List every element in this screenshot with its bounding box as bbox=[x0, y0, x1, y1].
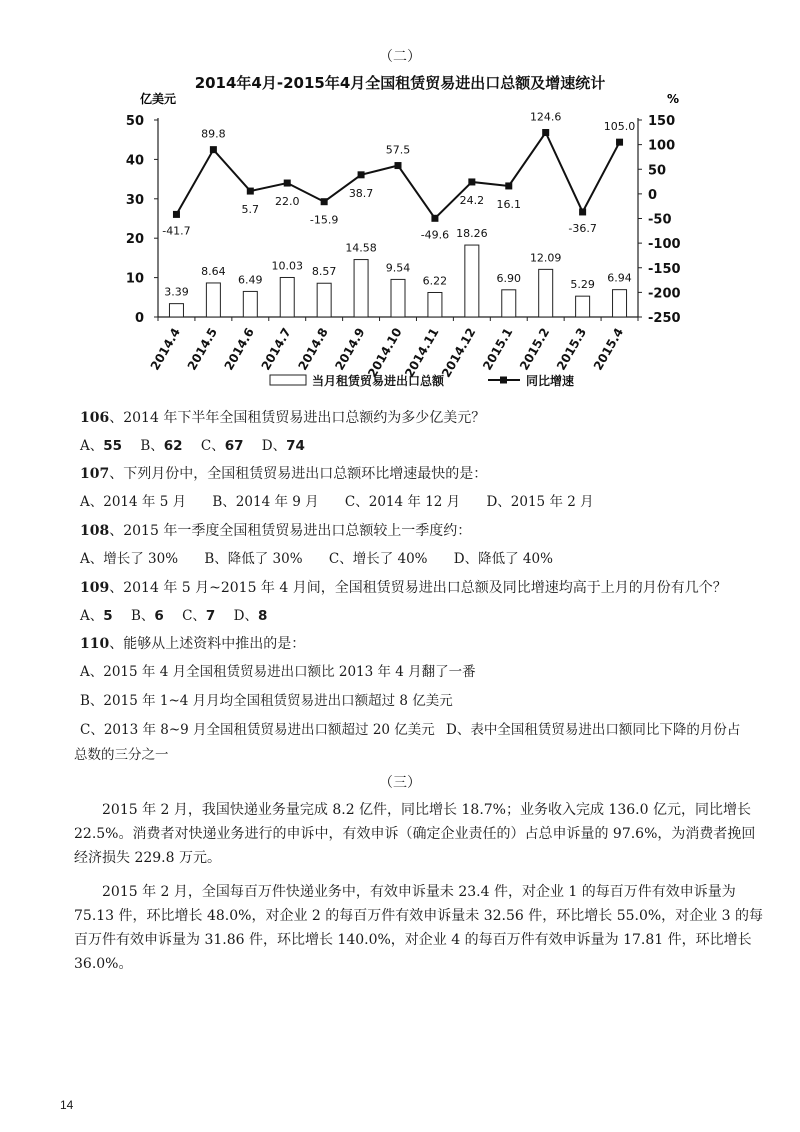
y-right-tick-label: 50 bbox=[648, 163, 667, 179]
question-number: 106 bbox=[80, 410, 110, 426]
bar bbox=[613, 290, 627, 317]
x-category-label: 2014.6 bbox=[221, 325, 257, 373]
bar-data-label: 14.58 bbox=[345, 241, 377, 255]
line-marker bbox=[210, 146, 217, 153]
x-category-label: 2014.4 bbox=[147, 325, 184, 373]
option-a: A、增长了 30% bbox=[80, 551, 179, 567]
bar-data-label: 6.90 bbox=[496, 271, 522, 285]
bar bbox=[243, 291, 257, 317]
option-c: C、2014 年 12 月 bbox=[344, 494, 461, 510]
bar-data-label: 8.64 bbox=[201, 264, 226, 278]
x-category-label: 2015.2 bbox=[517, 325, 553, 373]
line-data-label: -36.7 bbox=[568, 221, 597, 235]
legend-bar-label: 当月租赁贸易进出口总额 bbox=[312, 374, 445, 388]
line-data-label: -15.9 bbox=[309, 213, 339, 227]
bar-data-label: 18.26 bbox=[456, 227, 488, 241]
x-category-label: 2015.4 bbox=[590, 325, 627, 373]
bar bbox=[354, 260, 368, 317]
line-marker bbox=[284, 180, 291, 187]
bar-data-label: 12.09 bbox=[529, 251, 562, 265]
option-b-label: B、 bbox=[140, 438, 164, 454]
y-left-tick-label: 20 bbox=[125, 232, 144, 248]
question-106 bbox=[80, 408, 485, 428]
line-marker bbox=[431, 215, 438, 222]
option-110-d: D、表中全国租赁贸易进出口额同比下降的月份占 bbox=[446, 722, 741, 738]
option-a-label: A、 bbox=[80, 438, 104, 454]
question-text: 、下列月份中，全国租赁贸易进出口总额环比增速最快的是： bbox=[109, 466, 488, 482]
y-right-tick-label: -50 bbox=[648, 212, 672, 228]
legend-line-label: 同比增速 bbox=[526, 374, 575, 388]
line-marker bbox=[321, 198, 328, 205]
bar-data-label: 3.39 bbox=[164, 285, 189, 299]
bar-data-label: 5.29 bbox=[570, 278, 595, 292]
line-data-label: 38.7 bbox=[348, 186, 374, 200]
line-data-label: -49.6 bbox=[420, 228, 450, 242]
bar-data-label: 6.22 bbox=[422, 274, 448, 288]
line-data-label: 89.8 bbox=[201, 127, 226, 141]
line-data-label: 24.2 bbox=[459, 193, 485, 207]
y-right-tick-label: 100 bbox=[648, 138, 676, 154]
bar bbox=[428, 292, 442, 317]
option-c-value: 7 bbox=[205, 608, 216, 624]
paragraph-2: 2015 年 2 月，全国每百万件快递业务中，有效申诉量未 23.4 件，对企业 1 的每百万件有效申诉量为 75.13 件，环比增长 48.0%，对企业 2 的每百万件有效申诉量未 32.56 件，环比增长 55.0%，对企业 3 的每百万件有效申诉量为 31.86 件，环比增长 140.0%，对企业 4 的每百万件有效申诉量为 17.81 件，环比增长 36.0%。 bbox=[74, 884, 763, 972]
x-category-label: 2015.3 bbox=[553, 325, 590, 373]
question-number: 110 bbox=[80, 636, 110, 652]
line-marker bbox=[173, 211, 180, 218]
y-right-tick-label: 150 bbox=[648, 114, 676, 129]
question-text: 、2014 年 5 月~2015 年 4 月间，全国租赁贸易进出口总额及同比增速均高于上月的月份有几个？ bbox=[109, 580, 727, 596]
bar bbox=[169, 304, 183, 317]
option-c: C、增长了 40% bbox=[328, 551, 428, 567]
options-107 bbox=[80, 492, 594, 512]
y-left-tick-label: 50 bbox=[125, 114, 144, 129]
chart-container bbox=[90, 68, 710, 398]
question-text: 、2014 年下半年全国租赁贸易进出口总额约为多少亿美元？ bbox=[109, 410, 486, 426]
question-number: 108 bbox=[80, 523, 110, 539]
question-110 bbox=[80, 634, 305, 654]
option-a: A、2014 年 5 月 bbox=[80, 494, 187, 510]
chart-title: 2014年4月-2015年4月全国租赁贸易进出口总额及增速统计 bbox=[194, 74, 606, 92]
question-number: 109 bbox=[80, 580, 110, 596]
bar bbox=[576, 296, 590, 317]
y-left-tick-label: 0 bbox=[134, 311, 144, 326]
x-category-label: 2014.8 bbox=[295, 325, 331, 373]
y-right-tick-label: -250 bbox=[648, 311, 681, 326]
legend-bar-swatch bbox=[270, 375, 306, 385]
y-left-tick-label: 10 bbox=[125, 271, 144, 287]
bar-data-label: 8.57 bbox=[311, 265, 337, 279]
x-category-label: 2014.11 bbox=[402, 325, 442, 380]
question-108 bbox=[80, 521, 471, 541]
option-d-label: D、 bbox=[261, 438, 287, 454]
bar bbox=[539, 269, 553, 317]
option-c-label: C、 bbox=[182, 608, 206, 624]
line-data-label: 124.6 bbox=[529, 110, 562, 124]
option-c-label: C、 bbox=[200, 438, 225, 454]
data-labels bbox=[162, 111, 635, 299]
option-a-value: 5 bbox=[103, 608, 113, 624]
question-text: 、能够从上述资料中推出的是： bbox=[109, 636, 306, 652]
line-marker bbox=[468, 178, 475, 185]
x-category-label: 2015.1 bbox=[480, 325, 516, 373]
option-110-c: C、2013 年 8~9 月全国租赁贸易进出口额超过 20 亿美元 bbox=[80, 722, 435, 738]
line-marker bbox=[395, 162, 402, 169]
x-category-label: 2014.12 bbox=[438, 325, 479, 380]
line-marker bbox=[579, 208, 586, 215]
bar-data-label: 6.94 bbox=[607, 271, 632, 285]
y-right-tick-label: -200 bbox=[648, 286, 681, 302]
option-d-value: 74 bbox=[286, 438, 305, 454]
bar bbox=[465, 245, 479, 317]
y-right-tick-label: -150 bbox=[648, 261, 681, 277]
bar bbox=[206, 283, 220, 317]
options-109 bbox=[80, 606, 267, 626]
line-marker bbox=[505, 182, 512, 189]
section-title-3: （三） bbox=[379, 775, 421, 791]
options-106 bbox=[80, 436, 305, 456]
options-108 bbox=[80, 549, 553, 569]
question-text: 、2015 年一季度全国租赁贸易进出口总额较上一季度约： bbox=[109, 523, 472, 539]
bar-data-label: 6.49 bbox=[238, 273, 263, 287]
y-left-tick-label: 40 bbox=[125, 153, 144, 169]
legend-line-marker bbox=[500, 377, 507, 384]
y-right-tick-label: -100 bbox=[648, 237, 681, 253]
y-right-tick-label: 0 bbox=[648, 187, 658, 203]
line-data-label: -41.7 bbox=[162, 224, 191, 238]
bar bbox=[502, 290, 516, 317]
bar bbox=[317, 283, 331, 317]
option-110-b: B、2015 年 1~4 月月均全国租赁贸易进出口额超过 8 亿美元 bbox=[80, 693, 453, 709]
paragraph-1: 2015 年 2 月，我国快递业务量完成 8.2 亿件，同比增长 18.7%；业务收入完成 136.0 亿元，同比增长 22.5%。消费者对快递业务进行的申诉中，有效申诉（确定企业责任的）占总申诉量的 97.6%，为消费者挽回经济损失 229.8 万元。 bbox=[74, 802, 756, 866]
line-data-label: 57.5 bbox=[385, 143, 411, 157]
line-data-label: 105.0 bbox=[603, 120, 636, 134]
question-number: 107 bbox=[80, 466, 110, 482]
bar bbox=[391, 279, 405, 317]
y-left-tick-label: 30 bbox=[125, 192, 144, 208]
option-c-value: 67 bbox=[224, 438, 244, 454]
question-107 bbox=[80, 464, 487, 484]
line-data-label: 22.0 bbox=[274, 195, 300, 209]
option-d: D、降低了 40% bbox=[453, 551, 553, 567]
line-marker bbox=[542, 129, 549, 136]
x-category-label: 2014.5 bbox=[184, 325, 220, 373]
x-category-label: 2014.7 bbox=[258, 325, 294, 373]
option-d-value: 8 bbox=[257, 608, 268, 624]
bar-data-label: 10.03 bbox=[271, 259, 303, 273]
bar bbox=[280, 277, 294, 317]
option-d-label: D、 bbox=[233, 608, 258, 624]
x-category-label: 2014.9 bbox=[332, 325, 368, 373]
line-marker bbox=[358, 171, 365, 178]
line-data-label: 5.7 bbox=[241, 203, 260, 217]
chart-svg bbox=[90, 68, 710, 398]
x-category-label: 2014.10 bbox=[365, 325, 405, 380]
legend bbox=[270, 373, 574, 388]
option-a-value: 55 bbox=[103, 438, 123, 454]
line-data-label: 16.1 bbox=[496, 197, 522, 211]
y-left-axis-label: 亿美元 bbox=[139, 92, 177, 106]
bar-data-label: 9.54 bbox=[385, 261, 411, 275]
option-110-d-cont: 总数的三分之一 bbox=[74, 747, 169, 763]
line-marker bbox=[247, 188, 254, 195]
option-b-value: 62 bbox=[163, 438, 183, 454]
option-110-a: A、2015 年 4 月全国租赁贸易进出口额比 2013 年 4 月翻了一番 bbox=[80, 664, 476, 680]
option-b: B、2014 年 9 月 bbox=[212, 494, 319, 510]
option-a-label: A、 bbox=[80, 608, 104, 624]
option-b-label: B、 bbox=[130, 608, 155, 624]
option-b-value: 6 bbox=[154, 608, 164, 624]
line-marker bbox=[616, 139, 623, 146]
y-right-axis-label: % bbox=[666, 92, 680, 106]
page-number: 14 bbox=[60, 1098, 74, 1112]
option-d: D、2015 年 2 月 bbox=[486, 494, 594, 510]
option-b: B、降低了 30% bbox=[204, 551, 303, 567]
question-109 bbox=[80, 578, 727, 598]
section-title-2: （二） bbox=[379, 49, 421, 65]
